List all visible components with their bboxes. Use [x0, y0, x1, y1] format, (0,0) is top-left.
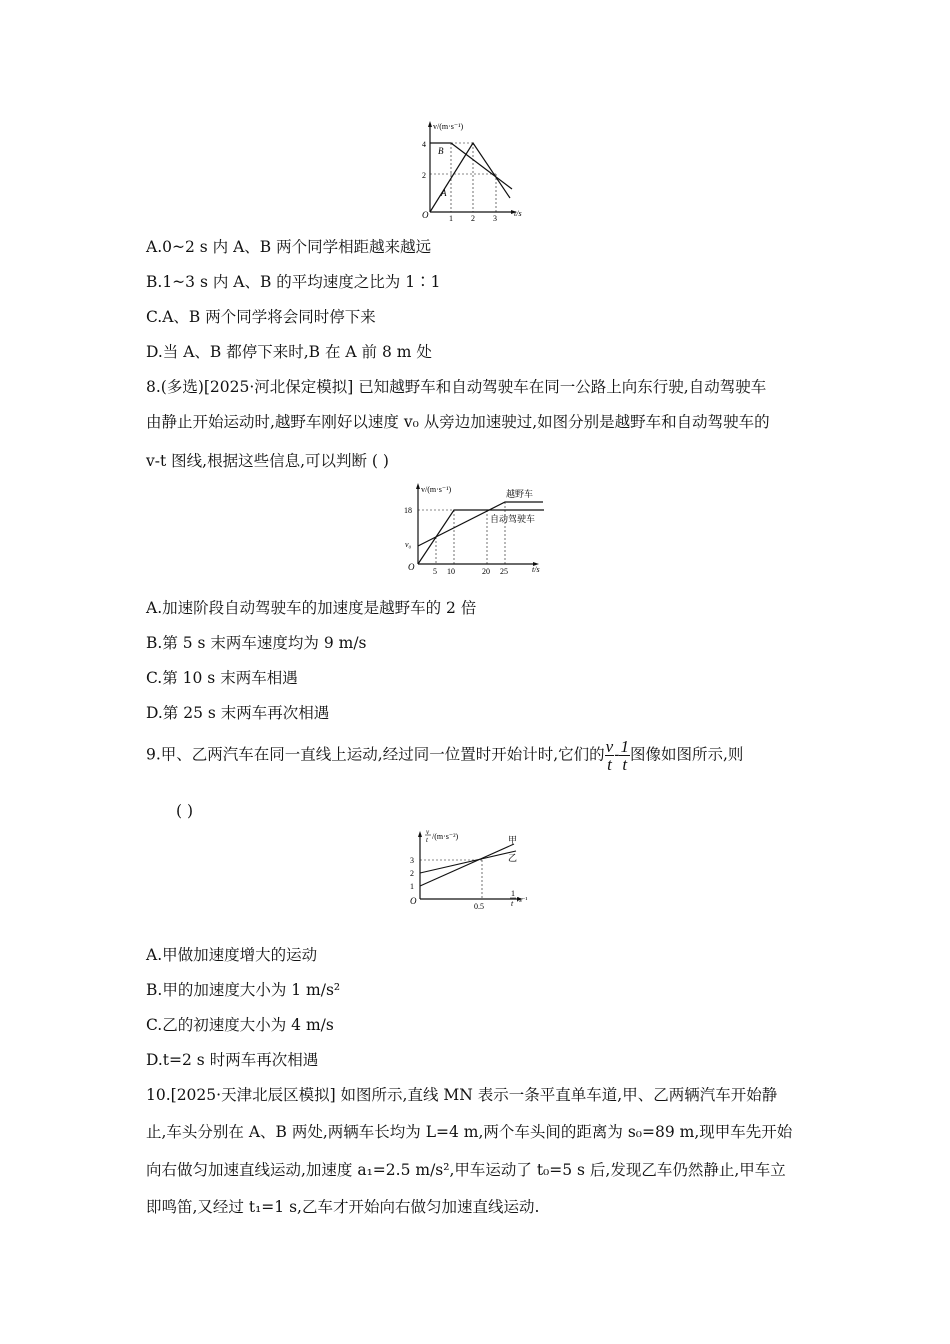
x-tick-10: 10 — [447, 567, 455, 576]
q7-option-b: B.1~3 s 内 A、B 的平均速度之比为 1∶1 — [146, 273, 441, 291]
q9-answer-bracket: ( ) — [176, 802, 194, 820]
q9-fraction-v-over-t: $\frac{v}{t}$ — [605, 737, 614, 774]
x-frac-den: t — [511, 899, 514, 908]
x-frac-num: 1 — [511, 889, 515, 898]
x-axis-label: t/s — [514, 209, 522, 218]
q8-line-2: 由静止开始运动时,越野车刚好以速度 v₀ 从旁边加速驶过,如图分别是越野车和自动驾驶车的 — [146, 413, 770, 431]
y-tick-4: 4 — [422, 140, 426, 149]
x-tick-1: 1 — [449, 214, 453, 223]
x-tick-25: 25 — [500, 567, 508, 576]
figure-2-vt-graph — [398, 482, 558, 577]
y-frac-den: t — [426, 836, 428, 844]
q9-option-a: A.甲做加速度增大的运动 — [146, 946, 318, 964]
x-axis-label: t/s — [532, 565, 540, 574]
label-yi: 乙 — [508, 853, 518, 863]
label-b: B — [438, 146, 444, 156]
q9-dash: - — [614, 745, 620, 764]
x-tick-20: 20 — [482, 567, 490, 576]
q8-line-3: v-t 图线,根据这些信息,可以判断 ( ) — [146, 452, 389, 470]
q8-option-b: B.第 5 s 末两车速度均为 9 m/s — [146, 634, 367, 652]
y-axis-label: v/(m·s⁻¹) — [433, 122, 464, 131]
y-axis-label: /(m·s⁻²) — [432, 832, 459, 841]
origin-label: O — [410, 896, 417, 906]
q9-fraction-1-over-t: $\frac{1}{t}$ — [620, 737, 629, 774]
line-jia — [420, 844, 514, 886]
q10-line-3: 向右做匀加速直线运动,加速度 a₁=2.5 m/s²,甲车运动了 t₀=5 s 后,发现乙车仍然静止,甲车立 — [146, 1161, 786, 1179]
y-tick-v0: v₀ — [405, 540, 412, 549]
label-auto: 自动驾驶车 — [490, 514, 536, 524]
x-tick-0-5: 0.5 — [474, 902, 484, 911]
y-tick-18: 18 — [404, 506, 412, 515]
q10-line-4: 即鸣笛,又经过 t₁=1 s,乙车才开始向右做匀加速直线运动. — [146, 1198, 540, 1216]
y-tick-2: 2 — [410, 869, 414, 878]
q9-option-d: D.t=2 s 时两车再次相遇 — [146, 1051, 319, 1069]
q8-option-d: D.第 25 s 末两车再次相遇 — [146, 704, 330, 722]
x-tick-5: 5 — [433, 567, 437, 576]
q9-line-1 — [146, 738, 743, 773]
q10-line-2: 止,车头分别在 A、B 两处,两辆车长均为 L=4 m,两个车头间的距离为 s₀=89 m,现甲车先开始 — [146, 1123, 793, 1141]
figure-1-vt-graph — [420, 120, 530, 223]
x-tick-2: 2 — [471, 214, 475, 223]
line-offroad — [418, 502, 543, 546]
q7-option-a: A.0~2 s 内 A、B 两个同学相距越来越远 — [146, 238, 432, 256]
q9-suffix: 图像如图所示,则 — [629, 745, 744, 764]
y-tick-1: 1 — [410, 882, 414, 891]
q8-option-c: C.第 10 s 末两车相遇 — [146, 669, 298, 687]
q8-option-a: A.加速阶段自动驾驶车的加速度是越野车的 2 倍 — [146, 599, 477, 617]
line-yi — [420, 851, 516, 873]
q9-prefix: 9.甲、乙两汽车在同一直线上运动,经过同一位置时开始计时,它们的 — [146, 745, 605, 764]
q9-option-b: B.甲的加速度大小为 1 m/s² — [146, 981, 341, 999]
y-frac-num: v — [426, 828, 430, 836]
x-axis-label: /s⁻¹ — [517, 896, 528, 904]
x-tick-3: 3 — [493, 214, 497, 223]
y-axis-label: v/(m·s⁻¹) — [421, 485, 452, 494]
y-tick-2: 2 — [422, 171, 426, 180]
q8-line-1: 8.(多选)[2025·河北保定模拟] 已知越野车和自动驾驶车在同一公路上向东行驶,自动驾驶车 — [146, 378, 767, 396]
q9-option-c: C.乙的初速度大小为 4 m/s — [146, 1016, 334, 1034]
q7-option-d: D.当 A、B 都停下来时,B 在 A 前 8 m 处 — [146, 343, 432, 361]
figure-3-graph — [390, 826, 540, 911]
label-a: A — [441, 188, 447, 198]
origin-label: O — [422, 210, 429, 220]
origin-label: O — [408, 562, 415, 572]
q10-line-1: 10.[2025·天津北辰区模拟] 如图所示,直线 MN 表示一条平直单车道,甲、乙两辆汽车开始静 — [146, 1086, 778, 1104]
q7-option-c: C.A、B 两个同学将会同时停下来 — [146, 308, 376, 326]
label-jia: 甲 — [508, 835, 518, 845]
y-tick-3: 3 — [410, 856, 414, 865]
label-offroad: 越野车 — [506, 489, 534, 499]
